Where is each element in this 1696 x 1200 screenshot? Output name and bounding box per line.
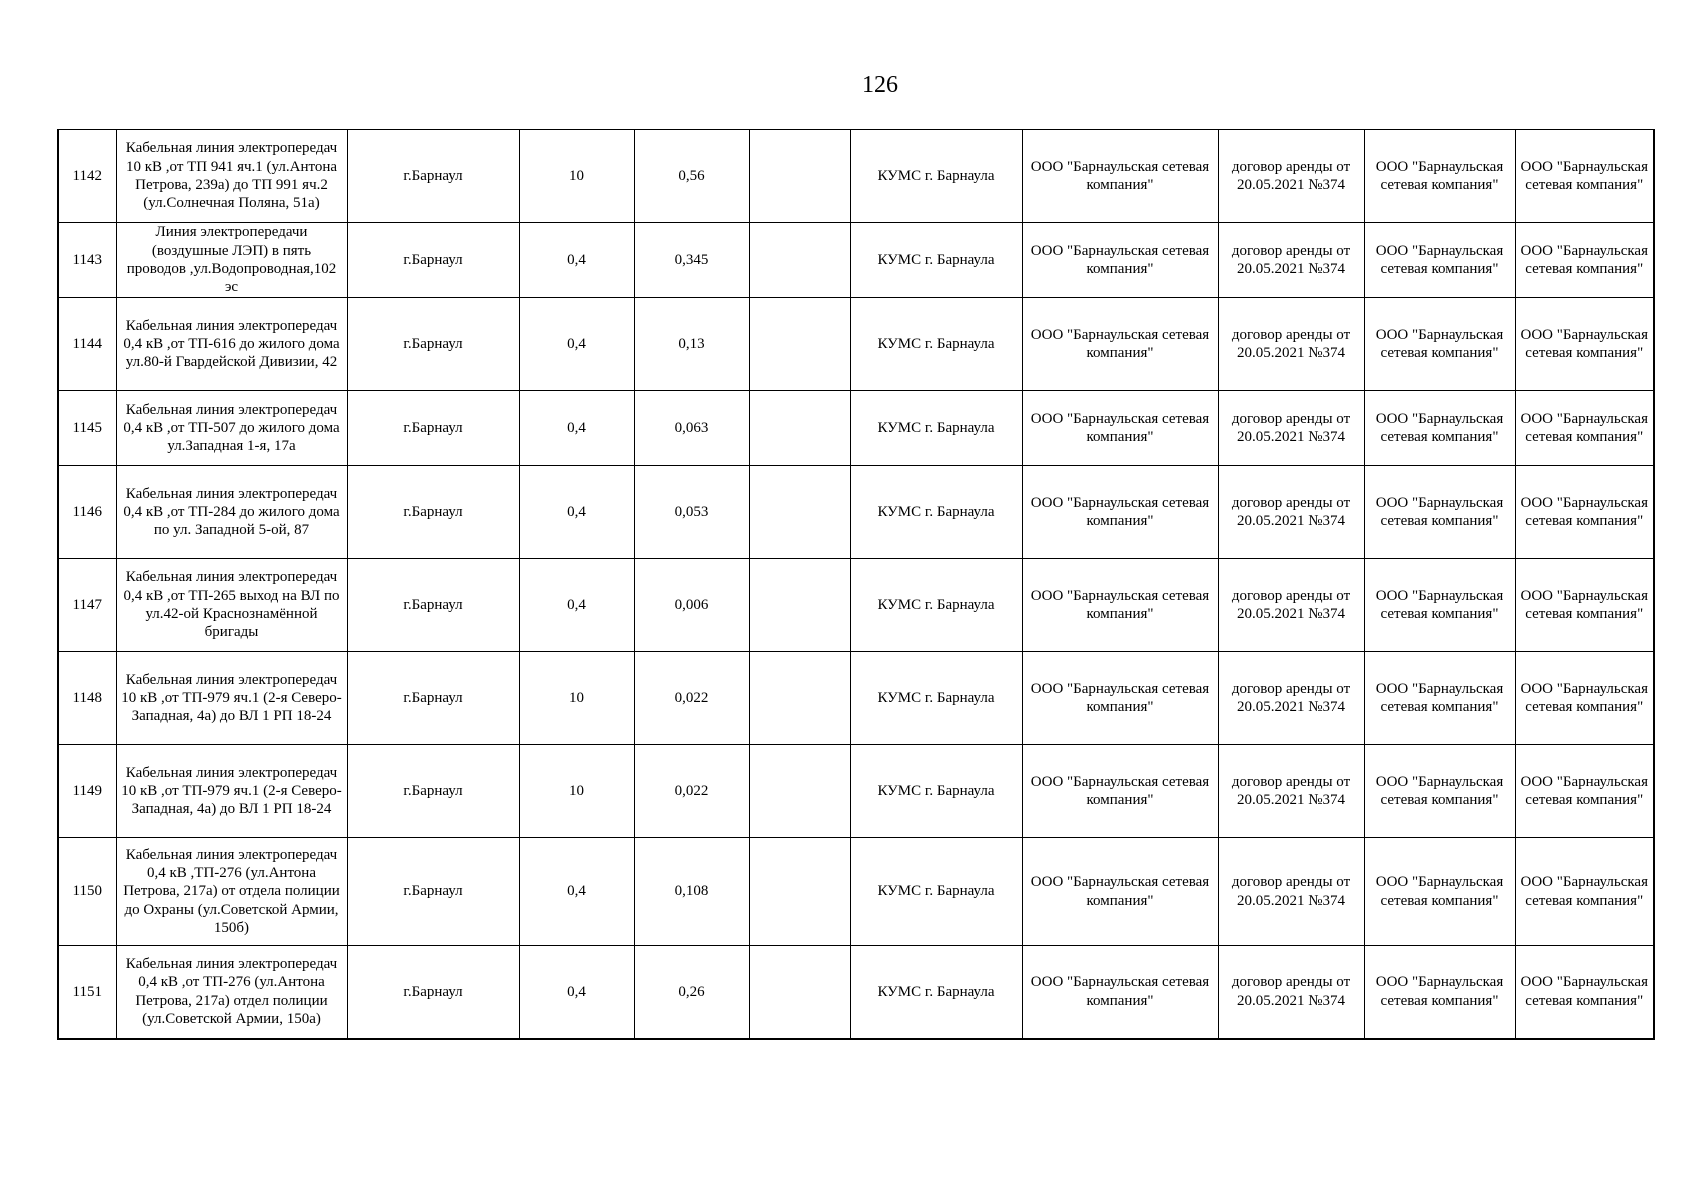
table-row [58,946,1654,1039]
right-holder-cell: ООО "Барнаульская сетевая компания" [1022,946,1218,1039]
operator-cell: ООО "Барнаульская сетевая компания" [1364,130,1515,223]
empty-cell-cell [749,223,850,298]
right-holder-cell: ООО "Барнаульская сетевая компания" [1022,559,1218,652]
right-holder-cell: ООО "Барнаульская сетевая компания" [1022,130,1218,223]
user-cell: ООО "Барнаульская сетевая компания" [1515,745,1654,838]
voltage-cell: 0,4 [519,391,634,466]
empty-cell-cell [749,652,850,745]
object-description-cell: Кабельная линия электропередач 0,4 кВ ,от ТП-276 (ул.Антона Петрова, 217а) отдел полиции (ул.Советской Армии, 150а) [116,946,347,1039]
table-row [58,391,1654,466]
user-cell: ООО "Барнаульская сетевая компания" [1515,946,1654,1039]
empty-cell-cell [749,559,850,652]
contract-cell: договор аренды от 20.05.2021 №374 [1218,652,1364,745]
contract-cell: договор аренды от 20.05.2021 №374 [1218,745,1364,838]
table-row [58,466,1654,559]
table-row [58,745,1654,838]
length-cell: 0,022 [634,745,749,838]
empty-cell-cell [749,391,850,466]
voltage-cell: 10 [519,745,634,838]
owner-cell: КУМС г. Барнаула [850,559,1022,652]
operator-cell: ООО "Барнаульская сетевая компания" [1364,223,1515,298]
length-cell: 0,022 [634,652,749,745]
object-description-cell: Кабельная линия электропередач 10 кВ ,от ТП-979 яч.1 (2-я Северо-Западная, 4а) до ВЛ 1 РП 18-24 [116,652,347,745]
right-holder-cell: ООО "Барнаульская сетевая компания" [1022,652,1218,745]
owner-cell: КУМС г. Барнаула [850,745,1022,838]
user-cell: ООО "Барнаульская сетевая компания" [1515,130,1654,223]
city-cell: г.Барнаул [347,223,519,298]
owner-cell: КУМС г. Барнаула [850,946,1022,1039]
owner-cell: КУМС г. Барнаула [850,223,1022,298]
page-number: 126 [862,72,898,98]
table-row [58,298,1654,391]
operator-cell: ООО "Барнаульская сетевая компания" [1364,298,1515,391]
voltage-cell: 0,4 [519,838,634,946]
property-registry-table [57,129,1655,1040]
empty-cell-cell [749,466,850,559]
row-number-cell: 1145 [58,391,116,466]
city-cell: г.Барнаул [347,391,519,466]
contract-cell: договор аренды от 20.05.2021 №374 [1218,298,1364,391]
owner-cell: КУМС г. Барнаула [850,838,1022,946]
voltage-cell: 0,4 [519,466,634,559]
object-description-cell: Кабельная линия электропередач 0,4 кВ ,от ТП-507 до жилого дома ул.Западная 1-я, 17а [116,391,347,466]
right-holder-cell: ООО "Барнаульская сетевая компания" [1022,838,1218,946]
voltage-cell: 0,4 [519,946,634,1039]
owner-cell: КУМС г. Барнаула [850,466,1022,559]
empty-cell-cell [749,838,850,946]
row-number-cell: 1146 [58,466,116,559]
length-cell: 0,108 [634,838,749,946]
user-cell: ООО "Барнаульская сетевая компания" [1515,652,1654,745]
contract-cell: договор аренды от 20.05.2021 №374 [1218,391,1364,466]
operator-cell: ООО "Барнаульская сетевая компания" [1364,838,1515,946]
operator-cell: ООО "Барнаульская сетевая компания" [1364,745,1515,838]
object-description-cell: Кабельная линия электропередач 0,4 кВ ,от ТП-284 до жилого дома по ул. Западной 5-ой, 87 [116,466,347,559]
table-row [58,559,1654,652]
city-cell: г.Барнаул [347,466,519,559]
row-number-cell: 1150 [58,838,116,946]
table-row [58,223,1654,298]
empty-cell-cell [749,130,850,223]
voltage-cell: 10 [519,130,634,223]
table-row [58,652,1654,745]
row-number-cell: 1148 [58,652,116,745]
city-cell: г.Барнаул [347,946,519,1039]
contract-cell: договор аренды от 20.05.2021 №374 [1218,559,1364,652]
object-description-cell: Кабельная линия электропередач 0,4 кВ ,ТП-276 (ул.Антона Петрова, 217а) от отдела полиции до Охраны (ул.Советской Армии, 150б) [116,838,347,946]
length-cell: 0,26 [634,946,749,1039]
operator-cell: ООО "Барнаульская сетевая компания" [1364,946,1515,1039]
operator-cell: ООО "Барнаульская сетевая компания" [1364,391,1515,466]
object-description-cell: Кабельная линия электропередач 10 кВ ,от ТП 941 яч.1 (ул.Антона Петрова, 239а) до ТП 991 яч.2 (ул.Солнечная Поляна, 51а) [116,130,347,223]
voltage-cell: 0,4 [519,223,634,298]
object-description-cell: Линия электропередачи (воздушные ЛЭП) в пять проводов ,ул.Водопроводная,102 эс [116,223,347,298]
owner-cell: КУМС г. Барнаула [850,130,1022,223]
object-description-cell: Кабельная линия электропередач 10 кВ ,от ТП-979 яч.1 (2-я Северо-Западная, 4а) до ВЛ 1 РП 18-24 [116,745,347,838]
length-cell: 0,063 [634,391,749,466]
user-cell: ООО "Барнаульская сетевая компания" [1515,298,1654,391]
empty-cell-cell [749,298,850,391]
object-description-cell: Кабельная линия электропередач 0,4 кВ ,от ТП-265 выход на ВЛ по ул.42-ой Краснознамённой бригады [116,559,347,652]
contract-cell: договор аренды от 20.05.2021 №374 [1218,223,1364,298]
length-cell: 0,006 [634,559,749,652]
owner-cell: КУМС г. Барнаула [850,298,1022,391]
voltage-cell: 0,4 [519,298,634,391]
user-cell: ООО "Барнаульская сетевая компания" [1515,559,1654,652]
right-holder-cell: ООО "Барнаульская сетевая компания" [1022,466,1218,559]
length-cell: 0,56 [634,130,749,223]
length-cell: 0,345 [634,223,749,298]
user-cell: ООО "Барнаульская сетевая компания" [1515,223,1654,298]
voltage-cell: 10 [519,652,634,745]
operator-cell: ООО "Барнаульская сетевая компания" [1364,559,1515,652]
length-cell: 0,13 [634,298,749,391]
city-cell: г.Барнаул [347,298,519,391]
object-description-cell: Кабельная линия электропередач 0,4 кВ ,от ТП-616 до жилого дома ул.80-й Гвардейской Дивизии, 42 [116,298,347,391]
table-row [58,130,1654,223]
row-number-cell: 1144 [58,298,116,391]
row-number-cell: 1147 [58,559,116,652]
city-cell: г.Барнаул [347,745,519,838]
owner-cell: КУМС г. Барнаула [850,391,1022,466]
row-number-cell: 1142 [58,130,116,223]
table-row [58,838,1654,946]
user-cell: ООО "Барнаульская сетевая компания" [1515,391,1654,466]
operator-cell: ООО "Барнаульская сетевая компания" [1364,466,1515,559]
user-cell: ООО "Барнаульская сетевая компания" [1515,466,1654,559]
length-cell: 0,053 [634,466,749,559]
city-cell: г.Барнаул [347,652,519,745]
contract-cell: договор аренды от 20.05.2021 №374 [1218,130,1364,223]
city-cell: г.Барнаул [347,838,519,946]
user-cell: ООО "Барнаульская сетевая компания" [1515,838,1654,946]
contract-cell: договор аренды от 20.05.2021 №374 [1218,946,1364,1039]
voltage-cell: 0,4 [519,559,634,652]
contract-cell: договор аренды от 20.05.2021 №374 [1218,838,1364,946]
owner-cell: КУМС г. Барнаула [850,652,1022,745]
row-number-cell: 1149 [58,745,116,838]
city-cell: г.Барнаул [347,130,519,223]
city-cell: г.Барнаул [347,559,519,652]
right-holder-cell: ООО "Барнаульская сетевая компания" [1022,223,1218,298]
operator-cell: ООО "Барнаульская сетевая компания" [1364,652,1515,745]
row-number-cell: 1151 [58,946,116,1039]
empty-cell-cell [749,745,850,838]
right-holder-cell: ООО "Барнаульская сетевая компания" [1022,745,1218,838]
row-number-cell: 1143 [58,223,116,298]
empty-cell-cell [749,946,850,1039]
contract-cell: договор аренды от 20.05.2021 №374 [1218,466,1364,559]
right-holder-cell: ООО "Барнаульская сетевая компания" [1022,298,1218,391]
right-holder-cell: ООО "Барнаульская сетевая компания" [1022,391,1218,466]
